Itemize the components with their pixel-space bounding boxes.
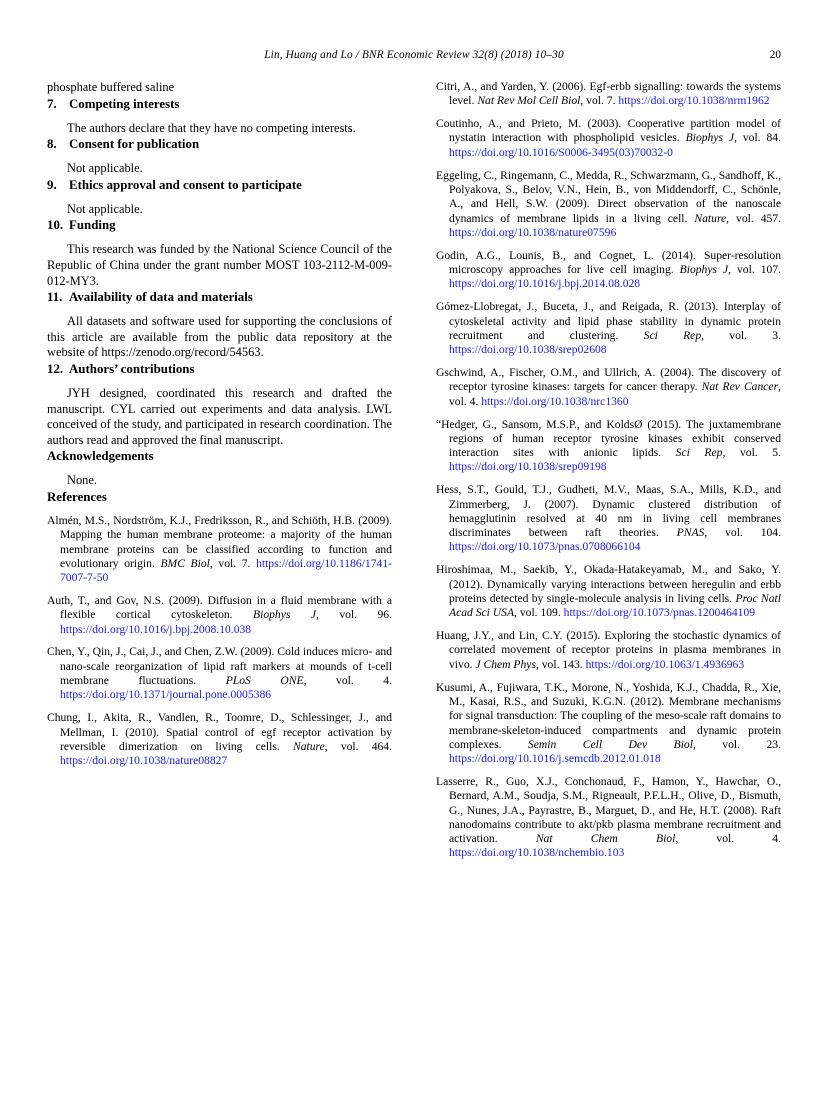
reference-volume: , vol. 7. bbox=[580, 94, 619, 108]
section-title: Authors’ contributions bbox=[69, 361, 195, 376]
continued-paragraph: phosphate buffered saline bbox=[47, 80, 175, 94]
reference-entry bbox=[436, 563, 781, 620]
reference-volume: , vol. 104. bbox=[704, 526, 781, 540]
reference-doi-link[interactable]: https://doi.org/10.1016/S0006-3495(03)70032-0 bbox=[449, 145, 673, 159]
reference-volume: , vol. 96. bbox=[315, 608, 392, 622]
reference-doi-link[interactable]: https://doi.org/10.1073/pnas.1200464109 bbox=[563, 606, 756, 620]
reference-text: Chen, Y., Qin, J., Cai, J., and Chen, Z.W. (2009). Cold induces micro- and nano-scale reorganization of lipid raft markers at mounds of t-cell membrane fluctuations. bbox=[47, 645, 392, 688]
reference-volume: , vol. 4. bbox=[303, 674, 392, 688]
section-heading-competing-interests bbox=[47, 96, 392, 112]
section-title: Ethics approval and consent to participate bbox=[69, 177, 302, 192]
section-heading-references: References bbox=[47, 489, 107, 504]
reference-journal: J Chem Phys bbox=[475, 657, 536, 671]
reference-journal: Nat Rev Cancer bbox=[701, 380, 779, 394]
reference-entry bbox=[436, 681, 781, 767]
reference-journal: Nat Chem Biol bbox=[535, 832, 676, 846]
section-title: Availability of data and materials bbox=[69, 290, 253, 305]
reference-journal: Biophys J bbox=[685, 131, 735, 145]
section-heading-availability-of-data bbox=[47, 289, 392, 305]
page-number: 20 bbox=[769, 49, 781, 61]
reference-list-right bbox=[436, 80, 781, 861]
reference-text: Citri, A., and Yarden, Y. (2006). Egf-erbb signalling: towards the systems level. bbox=[436, 80, 781, 108]
reference-text: Auth, T., and Gov, N.S. (2009). Diffusion in a fluid membrane with a flexible cortical cytoskeleton. bbox=[47, 593, 392, 622]
reference-doi-link[interactable]: https://doi.org/10.1038/nature07596 bbox=[449, 225, 617, 239]
reference-doi-link[interactable]: https://doi.org/10.1038/srep02608 bbox=[449, 343, 607, 357]
reference-journal: BMC Biol bbox=[160, 556, 210, 570]
reference-entry bbox=[436, 629, 781, 672]
reference-doi-link[interactable]: https://doi.org/10.1073/pnas.0708066104 bbox=[449, 540, 641, 554]
reference-text: Eggeling, C., Ringemann, C., Medda, R., Schwarzmann, G., Sandhoff, K., Polyakova, S., Belov, V.N., Hein, B., von Middendorff, C., Schönle, A., and Hell, S.W. (2009). Direct observation of the nanoscale dynamics of membrane lipids in a living cell. bbox=[436, 168, 781, 225]
section-body-acknowledgements: None. bbox=[67, 473, 97, 488]
reference-volume: , vol. 3. bbox=[701, 328, 781, 342]
reference-list-left bbox=[47, 514, 392, 769]
reference-journal: Sci Rep bbox=[675, 446, 723, 460]
reference-journal: Nature bbox=[694, 211, 727, 225]
reference-entry bbox=[436, 366, 781, 409]
section-body-ethics-approval: Not applicable. bbox=[67, 201, 143, 216]
two-column-body bbox=[47, 80, 781, 861]
right-column bbox=[436, 80, 781, 861]
section-heading-acknowledgements: Acknowledgements bbox=[47, 449, 154, 464]
section-body-availability-of-data: All datasets and software used for supporting the conclusions of this article are available from the public data repository at the website of https://zenodo.org/record/54563. bbox=[47, 314, 392, 360]
reference-journal: Nature bbox=[292, 739, 325, 753]
section-heading-ethics-approval bbox=[47, 177, 392, 193]
reference-journal: Nat Rev Mol Cell Biol bbox=[477, 94, 581, 108]
reference-volume: , vol. 143. bbox=[535, 657, 586, 671]
reference-volume: , vol. 464. bbox=[324, 739, 392, 753]
reference-doi-link[interactable]: https://doi.org/10.1186/1741-7007-7-50 bbox=[60, 556, 392, 585]
reference-entry bbox=[436, 80, 781, 109]
reference-doi-link[interactable]: https://doi.org/10.1038/nrm1962 bbox=[618, 94, 770, 108]
reference-entry bbox=[436, 117, 781, 160]
section-body-consent-for-publication: Not applicable. bbox=[67, 161, 143, 176]
reference-text: Almén, M.S., Nordström, K.J., Fredriksson, R., and Schiöth, H.B. (2009). Mapping the human membrane proteome: a majority of the human membrane proteins can be classified according to function and evolutionary origin. bbox=[47, 513, 392, 570]
section-title: Consent for publication bbox=[69, 137, 200, 152]
reference-text: Kusumi, A., Fujiwara, T.K., Morone, N., Yoshida, K.J., Chadda, R., Xie, M., Kasai, R.S., and Suzuki, K.G.N. (2012). Membrane mechanisms for signal transduction: The coupling of the meso-scale raft domains to membrane-skeleton-induced compartments and dynamic protein complexes. bbox=[436, 680, 781, 751]
reference-doi-link[interactable]: https://doi.org/10.1038/nature08827 bbox=[60, 754, 228, 768]
reference-journal: PLoS ONE bbox=[225, 674, 304, 688]
section-body-competing-interests: The authors declare that they have no competing interests. bbox=[67, 120, 356, 135]
reference-doi-link[interactable]: https://doi.org/10.1016/j.bpj.2008.10.038 bbox=[60, 622, 252, 636]
reference-volume: , vol. 7. bbox=[209, 556, 257, 570]
section-heading-funding bbox=[47, 217, 392, 233]
reference-volume: , vol. 4. bbox=[675, 832, 781, 846]
reference-volume: , vol. 109. bbox=[514, 606, 564, 620]
reference-volume: , vol. 4. bbox=[449, 380, 781, 408]
section-number: 8. bbox=[47, 137, 57, 152]
reference-text: Gschwind, A., Fischer, O.M., and Ullrich, A. (2004). The discovery of receptor tyrosine kinases: targets for cancer therapy. bbox=[436, 366, 781, 394]
section-body-authors-contributions: JYH designed, coordinated this research and drafted the manuscript. CYL carried out experiments and data analysis. LWL conceived of the study, and participated in research coordination. The authors read and approved the final manuscript. bbox=[47, 385, 392, 447]
reference-text: Hiroshimaa, M., Saekib, Y., Okada-Hatakeyamab, M., and Sako, Y. (2012). Dynamically varying interactions between heregulin and erbb proteins detected by single-molecule analysis in living cells. bbox=[436, 563, 781, 605]
reference-doi-link[interactable]: https://doi.org/10.1038/nrc1360 bbox=[481, 394, 629, 408]
reference-doi-link[interactable]: https://doi.org/10.1016/j.bpj.2014.08.028 bbox=[449, 277, 641, 291]
reference-entry bbox=[436, 483, 781, 554]
reference-doi-link[interactable]: https://doi.org/10.1038/nchembio.103 bbox=[449, 846, 625, 860]
reference-text: Huang, J.Y., and Lin, C.Y. (2015). Exploring the stochastic dynamics of correlated movement of receptor proteins in plasma membranes in vivo. bbox=[436, 629, 781, 671]
reference-entry bbox=[436, 418, 781, 475]
section-heading-authors-contributions bbox=[47, 361, 392, 377]
section-number: 9. bbox=[47, 177, 57, 192]
reference-entry bbox=[436, 249, 781, 292]
reference-text: “Hedger, G., Sansom, M.S.P., and KoldsØ (2015). The juxtamembrane regions of human receptor tyrosine kinases exhibit conserved interaction sites with anionic lipids. bbox=[436, 417, 781, 460]
left-column bbox=[47, 80, 392, 861]
reference-doi-link[interactable]: https://doi.org/10.1371/journal.pone.0005386 bbox=[60, 688, 272, 702]
reference-volume: , vol. 457. bbox=[726, 211, 782, 225]
reference-entry bbox=[47, 645, 392, 702]
section-number: 12. bbox=[47, 361, 64, 376]
reference-volume: , vol. 107. bbox=[728, 263, 781, 277]
section-title: Competing interests bbox=[69, 96, 180, 111]
section-number: 10. bbox=[47, 218, 64, 233]
reference-text: Lasserre, R., Guo, X.J., Conchonaud, F., Hamon, Y., Hawchar, O., Bernard, A.M., Soudja, S.M., Rigneault, P.F.L.H., Olive, D., Bismuth, G., Nunes, J.A., Payrastre, B., Marguet, D., and He, H.T. (2008). Raft nanodomains contribute to akt/pkb plasma membrane recruitment and activation. bbox=[436, 775, 781, 846]
reference-entry bbox=[436, 775, 781, 861]
reference-journal: Biophys J bbox=[679, 263, 729, 277]
section-heading-consent-for-publication bbox=[47, 136, 392, 152]
reference-journal: Semin Cell Dev Biol bbox=[527, 737, 693, 751]
reference-text: Coutinho, A., and Prieto, M. (2003). Cooperative partition model of nystatin interaction with phospholipid vesicles. bbox=[436, 117, 781, 145]
reference-entry bbox=[436, 300, 781, 357]
reference-doi-link[interactable]: https://doi.org/10.1063/1.4936963 bbox=[585, 657, 745, 671]
reference-entry bbox=[436, 169, 781, 240]
section-body-funding: This research was funded by the National Science Council of the Republic of China under the grant number MOST 103-2112-M-009-012-MY3. bbox=[47, 242, 392, 288]
reference-entry bbox=[47, 711, 392, 768]
reference-text: Godin, A.G., Lounis, B., and Cognet, L. (2014). Super-resolution microscopy approaches for live cell imaging. bbox=[436, 248, 781, 277]
reference-journal: Sci Rep bbox=[643, 328, 702, 342]
section-number: 11. bbox=[47, 290, 63, 305]
reference-text: Hess, S.T., Gould, T.J., Gudheti, M.V., Maas, S.A., Mills, K.D., and Zimmerberg, J. (2007). Dynamic clustered distribution of hemagglutinin resolved at 40 nm in living cell membranes discriminates between raft theories. bbox=[436, 483, 781, 540]
section-title: Funding bbox=[69, 218, 116, 233]
reference-journal: PNAS bbox=[676, 526, 705, 540]
reference-entry bbox=[47, 594, 392, 637]
reference-text: Chung, I., Akita, R., Vandlen, R., Toomre, D., Schlessinger, J., and Mellman, I. (2010). Spatial control of egf receptor activation by reversible dimerization on living cells. bbox=[47, 711, 392, 753]
reference-journal: Proc Natl Acad Sci USA bbox=[449, 591, 781, 620]
reference-doi-link[interactable]: https://doi.org/10.1016/j.semcdb.2012.01.018 bbox=[449, 752, 661, 766]
running-head bbox=[47, 49, 781, 67]
reference-volume: , vol. 84. bbox=[734, 131, 781, 145]
reference-volume: , vol. 5. bbox=[722, 446, 781, 460]
reference-text: Gómez-Llobregat, J., Buceta, J., and Reigada, R. (2013). Interplay of cytoskeletal activity and lipid phase stability in dynamic protein recruitment and clustering. bbox=[436, 300, 781, 342]
section-number: 7. bbox=[47, 96, 57, 111]
reference-entry bbox=[47, 514, 392, 585]
reference-doi-link[interactable]: https://doi.org/10.1038/srep09198 bbox=[449, 460, 607, 474]
reference-journal: Biophys J bbox=[253, 608, 316, 622]
reference-volume: , vol. 23. bbox=[692, 737, 781, 751]
running-head-title: Lin, Huang and Lo / BNR Economic Review 32(8) (2018) 10–30 bbox=[264, 49, 564, 61]
